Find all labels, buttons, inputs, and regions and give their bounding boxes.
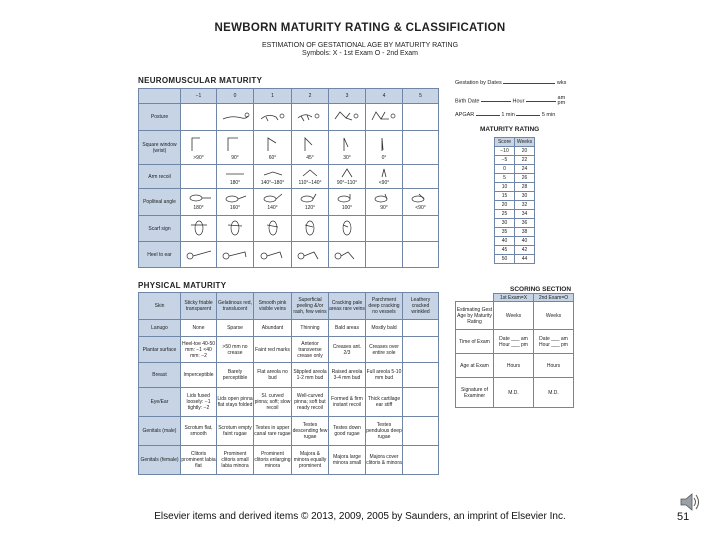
weeks-cell: 34 — [515, 210, 535, 219]
second-exam-cell: Weeks — [534, 302, 574, 330]
popliteal-icon — [220, 193, 250, 203]
maturity-rating-row — [495, 192, 535, 201]
cell — [292, 131, 329, 165]
gestation-by-dates-field — [455, 80, 566, 86]
physical-cell: Barely perceptible — [217, 363, 254, 388]
physical-cell: Anterior transverse crease only — [292, 337, 329, 363]
maturity-rating-title: MATURITY RATING — [480, 126, 540, 133]
row-label: Heel to ear — [139, 242, 181, 268]
cell — [403, 131, 439, 165]
physical-cell — [403, 320, 439, 337]
physical-cell: Stippled areola 1-2 mm bud — [292, 363, 329, 388]
cell — [292, 242, 329, 268]
angle-label: 60° — [268, 154, 277, 161]
angle-label: <90° — [378, 179, 390, 186]
cell — [329, 131, 366, 165]
physical-cell: Flat areola no bud — [254, 363, 292, 388]
maturity-header-row — [495, 138, 535, 147]
cell — [403, 104, 439, 131]
first-exam-cell: M.D. — [494, 378, 534, 408]
weeks-cell: 24 — [515, 165, 535, 174]
maturity-rating-row — [495, 201, 535, 210]
physical-cell: Majora & minora equally prominent — [292, 446, 329, 475]
cell — [254, 216, 292, 242]
physical-cell: Sl. curved pinna; soft; slow recoil — [254, 388, 292, 417]
subtitle-line-2: Symbols: X - 1st Exam O - 2nd Exam — [302, 50, 418, 57]
physical-row — [139, 320, 439, 337]
maturity-rating-table — [494, 137, 535, 264]
row-label: Skin — [139, 293, 181, 320]
cell — [366, 104, 403, 131]
cell — [217, 131, 254, 165]
scarf-sign-icon — [337, 219, 357, 237]
physical-row — [139, 388, 439, 417]
scoring-section-title: SCORING SECTION — [510, 286, 572, 293]
score-header: 0 — [217, 89, 254, 104]
cell — [366, 216, 403, 242]
popliteal-icon — [295, 193, 325, 203]
maturity-rating-row — [495, 183, 535, 192]
neuromuscular-header-row — [139, 89, 439, 104]
cell — [403, 216, 439, 242]
physical-cell: None — [181, 320, 217, 337]
cell — [254, 189, 292, 216]
row-label: Scarf sign — [139, 216, 181, 242]
scarf-sign-icon — [225, 219, 245, 237]
cell — [366, 131, 403, 165]
physical-cell: Thick cartilage ear stiff — [366, 388, 403, 417]
physical-cell: Lids fused loosely: −1 tightly: −2 — [181, 388, 217, 417]
physical-cell: Gelatinous red, translucent — [217, 293, 254, 320]
am-label: am — [557, 95, 566, 101]
first-exam-cell: Hours — [494, 354, 534, 378]
physical-cell: Smooth pink visible veins — [254, 293, 292, 320]
popliteal-icon — [406, 193, 436, 203]
first-exam-header: 1st Exam=X — [494, 294, 534, 302]
popliteal-icon — [258, 193, 288, 203]
angle-label: >90° — [193, 154, 204, 161]
physical-cell: Testes descending few rugae — [292, 417, 329, 446]
score-cell: 0 — [495, 165, 515, 174]
row-label: Plantar surface — [139, 337, 181, 363]
score-cell: 40 — [495, 237, 515, 246]
score-cell: −10 — [495, 147, 515, 156]
cell — [329, 104, 366, 131]
physical-cell: Full areola 5-10 mm bud — [366, 363, 403, 388]
weeks-cell: 44 — [515, 255, 535, 264]
page-number: 51 — [677, 511, 690, 523]
heel-to-ear-icon — [220, 247, 250, 261]
maturity-rating-row — [495, 165, 535, 174]
score-header: 5 — [403, 89, 439, 104]
posture-figure-icon — [258, 109, 288, 123]
score-cell: 50 — [495, 255, 515, 264]
weeks-cell: 40 — [515, 237, 535, 246]
posture-figure-icon — [220, 109, 250, 123]
score-cell: 25 — [495, 210, 515, 219]
cell — [329, 165, 366, 189]
weeks-cell: 38 — [515, 228, 535, 237]
physical-cell — [403, 337, 439, 363]
physical-row — [139, 293, 439, 320]
field-blank — [481, 101, 511, 102]
maturity-rating-row — [495, 246, 535, 255]
cell — [292, 104, 329, 131]
arm-recoil-icon — [258, 168, 288, 178]
wrist-angle-icon — [184, 135, 214, 153]
row-label: Popliteal angle — [139, 189, 181, 216]
weeks-cell: 28 — [515, 183, 535, 192]
physical-cell: Faint red marks — [254, 337, 292, 363]
physical-cell — [403, 363, 439, 388]
cell — [181, 216, 217, 242]
scoring-label: Signature of Examiner — [456, 378, 494, 408]
cell — [329, 189, 366, 216]
score-cell: 35 — [495, 228, 515, 237]
scoring-header-row — [456, 294, 574, 302]
score-header: 3 — [329, 89, 366, 104]
weeks-cell: 26 — [515, 174, 535, 183]
arm-recoil-icon — [332, 168, 362, 178]
row-label: Arm recoil — [139, 165, 181, 189]
score-cell: 20 — [495, 201, 515, 210]
score-header: 2 — [292, 89, 329, 104]
maturity-rating-row — [495, 174, 535, 183]
physical-cell — [403, 388, 439, 417]
cell — [366, 165, 403, 189]
scoring-header-blank — [456, 294, 494, 302]
heel-to-ear-icon — [295, 247, 325, 261]
physical-cell: Well-curved pinna; soft but ready recoil — [292, 388, 329, 417]
wrist-angle-icon — [369, 135, 399, 153]
cell — [217, 165, 254, 189]
scarf-sign-icon — [189, 219, 209, 237]
row-label: Genitals (male) — [139, 417, 181, 446]
maturity-rating-row — [495, 255, 535, 264]
scoring-row — [456, 354, 574, 378]
apgar-field — [455, 112, 555, 118]
physical-cell: Cracking pale areas rare veins — [329, 293, 366, 320]
physical-cell: Prominent clitoris small labia minora — [217, 446, 254, 475]
subtitle-line-1: ESTIMATION OF GESTATIONAL AGE BY MATURITY RATING — [261, 42, 459, 49]
angle-label: 120° — [304, 205, 316, 211]
row-posture — [139, 104, 439, 131]
second-exam-cell: Date ___ am Hour ___ pm — [534, 330, 574, 354]
field-label: APGAR — [455, 112, 475, 118]
weeks-cell: 32 — [515, 201, 535, 210]
cell — [403, 189, 439, 216]
physical-cell: Lids open pinna flat stays folded — [217, 388, 254, 417]
second-exam-cell: M.D. — [534, 378, 574, 408]
maturity-rating-row — [495, 156, 535, 165]
physical-cell: Heel-toe 40-50 mm: −1 <40 mm: −2 — [181, 337, 217, 363]
cell — [254, 131, 292, 165]
weeks-cell: 20 — [515, 147, 535, 156]
page-subtitle — [0, 42, 720, 58]
popliteal-icon — [332, 193, 362, 203]
cell — [292, 165, 329, 189]
score-cell: 5 — [495, 174, 515, 183]
angle-label: 180° — [229, 179, 241, 186]
cell — [403, 242, 439, 268]
angle-label: 30° — [343, 154, 351, 161]
physical-cell: Superficial peeling &/or rash, few veins — [292, 293, 329, 320]
am-pm-group — [558, 96, 566, 106]
physical-maturity-title: PHYSICAL MATURITY — [138, 281, 227, 290]
field-label: 5 min — [541, 112, 556, 118]
row-label: Eye/Ear — [139, 388, 181, 417]
score-cell: 10 — [495, 183, 515, 192]
weeks-cell: 36 — [515, 219, 535, 228]
scoring-table — [455, 293, 574, 408]
cell — [254, 104, 292, 131]
angle-label: 90° — [231, 154, 239, 161]
field-blank — [503, 83, 555, 84]
physical-cell: Imperceptible — [181, 363, 217, 388]
cell — [181, 104, 217, 131]
posture-figure-icon — [332, 109, 362, 123]
physical-cell: Testes pendulous deep rugae — [366, 417, 403, 446]
cell — [217, 189, 254, 216]
physical-cell: Prominent clitoris enlarging minora — [254, 446, 292, 475]
row-label: Breast — [139, 363, 181, 388]
physical-cell: Formed & firm instant recoil — [329, 388, 366, 417]
physical-row — [139, 363, 439, 388]
scoring-label: Age at Exam — [456, 354, 494, 378]
cell — [181, 165, 217, 189]
score-header: 1 — [254, 89, 292, 104]
physical-cell: Sticky friable transparent — [181, 293, 217, 320]
physical-maturity-table — [138, 292, 439, 475]
neuromuscular-table — [138, 88, 439, 268]
scoring-label: Estimating Gest Age by Maturity Rating — [456, 302, 494, 330]
field-label: 1 min — [501, 112, 515, 118]
cell — [366, 189, 403, 216]
header-blank — [139, 89, 181, 104]
scoring-label: Time of Exam — [456, 330, 494, 354]
physical-cell: Majora large minora small — [329, 446, 366, 475]
row-square-window — [139, 131, 439, 165]
angle-label: 110°–140° — [298, 179, 322, 186]
cell — [403, 165, 439, 189]
neuromuscular-title: NEUROMUSCULAR MATURITY — [138, 76, 263, 85]
pm-label: pm — [557, 100, 566, 106]
physical-cell: Testes down good rugae — [329, 417, 366, 446]
physical-cell: Majora cover clitoris & minora — [366, 446, 403, 475]
wrist-angle-icon — [258, 135, 288, 153]
angle-label: 100° — [341, 205, 353, 211]
cell — [292, 189, 329, 216]
posture-figure-icon — [295, 109, 325, 123]
scoring-row — [456, 330, 574, 354]
weeks-cell: 30 — [515, 192, 535, 201]
cell — [181, 189, 217, 216]
score-cell: −5 — [495, 156, 515, 165]
field-label: Hour — [512, 98, 525, 105]
physical-cell: Scrotum empty faint rugae — [217, 417, 254, 446]
physical-cell: Parchment deep cracking no vessels — [366, 293, 403, 320]
heel-to-ear-icon — [332, 247, 362, 261]
physical-cell: >50 mm no crease — [217, 337, 254, 363]
maturity-rating-row — [495, 210, 535, 219]
score-cell: 45 — [495, 246, 515, 255]
cell — [217, 104, 254, 131]
cell — [366, 242, 403, 268]
physical-cell: Mostly bald — [366, 320, 403, 337]
arm-recoil-icon — [295, 168, 325, 178]
row-label: Lanugo — [139, 320, 181, 337]
wrist-angle-icon — [295, 135, 325, 153]
field-label: Birth Date — [455, 98, 480, 105]
field-unit: wks — [556, 80, 567, 86]
physical-cell: Thinning — [292, 320, 329, 337]
weeks-cell: 22 — [515, 156, 535, 165]
angle-label: 160° — [229, 205, 241, 211]
second-exam-cell: Hours — [534, 354, 574, 378]
physical-cell: Scrotum flat, smooth — [181, 417, 217, 446]
row-scarf-sign — [139, 216, 439, 242]
physical-cell: Raised areola 3-4 mm bud — [329, 363, 366, 388]
field-blank — [526, 101, 556, 102]
score-col-header: Score — [495, 138, 515, 147]
row-label: Square window (wrist) — [139, 131, 181, 165]
field-blank — [516, 115, 540, 116]
heel-to-ear-icon — [184, 247, 214, 261]
physical-cell: Sparse — [217, 320, 254, 337]
heel-to-ear-icon — [258, 247, 288, 261]
weeks-col-header: Weeks — [515, 138, 535, 147]
angle-label: 140° — [267, 205, 278, 211]
speaker-icon[interactable] — [678, 490, 700, 514]
posture-figure-icon — [369, 109, 399, 123]
copyright-footer: Elsevier items and derived items © 2013, 2009, 2005 by Saunders, an imprint of Elsevier Inc. — [154, 511, 566, 522]
maturity-rating-row — [495, 237, 535, 246]
physical-cell: Clitoris prominent labia flat — [181, 446, 217, 475]
page-title: NEWBORN MATURITY RATING & CLASSIFICATION — [214, 22, 506, 34]
arm-recoil-icon — [369, 168, 399, 178]
angle-label: 45° — [306, 154, 314, 161]
physical-cell — [403, 417, 439, 446]
scoring-row — [456, 378, 574, 408]
physical-cell: Abundant — [254, 320, 292, 337]
physical-cell: Creases over entire sole — [366, 337, 403, 363]
scarf-sign-icon — [263, 219, 283, 237]
field-blank — [476, 115, 500, 116]
angle-label: 140°–180° — [260, 179, 285, 186]
first-exam-cell: Weeks — [494, 302, 534, 330]
cell — [217, 216, 254, 242]
popliteal-icon — [369, 193, 399, 203]
physical-row — [139, 417, 439, 446]
physical-cell: Creases ant. 2/3 — [329, 337, 366, 363]
maturity-rating-row — [495, 228, 535, 237]
scoring-row — [456, 302, 574, 330]
physical-cell: Leathery cracked wrinkled — [403, 293, 439, 320]
row-popliteal-angle — [139, 189, 439, 216]
arm-recoil-icon — [220, 168, 250, 178]
weeks-cell: 42 — [515, 246, 535, 255]
scarf-sign-icon — [300, 219, 320, 237]
cell — [292, 216, 329, 242]
cell — [254, 242, 292, 268]
cell — [254, 165, 292, 189]
physical-cell — [403, 446, 439, 475]
wrist-angle-icon — [220, 135, 250, 153]
row-arm-recoil — [139, 165, 439, 189]
cell — [217, 242, 254, 268]
physical-cell: Bald areas — [329, 320, 366, 337]
angle-label: 90° — [380, 205, 388, 211]
cell — [329, 216, 366, 242]
field-label: Gestation by Dates — [455, 80, 502, 86]
score-header: 4 — [366, 89, 403, 104]
angle-label: <90° — [415, 205, 426, 211]
wrist-angle-icon — [332, 135, 362, 153]
angle-label: 90°–110° — [336, 179, 358, 186]
score-cell: 30 — [495, 219, 515, 228]
maturity-rating-row — [495, 147, 535, 156]
second-exam-header: 2nd Exam=O — [534, 294, 574, 302]
score-cell: 15 — [495, 192, 515, 201]
score-header: −1 — [181, 89, 217, 104]
row-label: Posture — [139, 104, 181, 131]
physical-row — [139, 446, 439, 475]
angle-label: 180° — [193, 205, 204, 211]
birth-date-field — [455, 96, 565, 106]
angle-label: 0° — [381, 154, 387, 161]
physical-row — [139, 337, 439, 363]
maturity-rating-row — [495, 219, 535, 228]
physical-cell: Testes in upper canal rare rugae — [254, 417, 292, 446]
row-heel-to-ear — [139, 242, 439, 268]
popliteal-icon — [184, 193, 214, 203]
first-exam-cell: Date ___ am Hour ___ pm — [494, 330, 534, 354]
cell — [329, 242, 366, 268]
cell — [181, 131, 217, 165]
row-label: Genitals (female) — [139, 446, 181, 475]
cell — [181, 242, 217, 268]
